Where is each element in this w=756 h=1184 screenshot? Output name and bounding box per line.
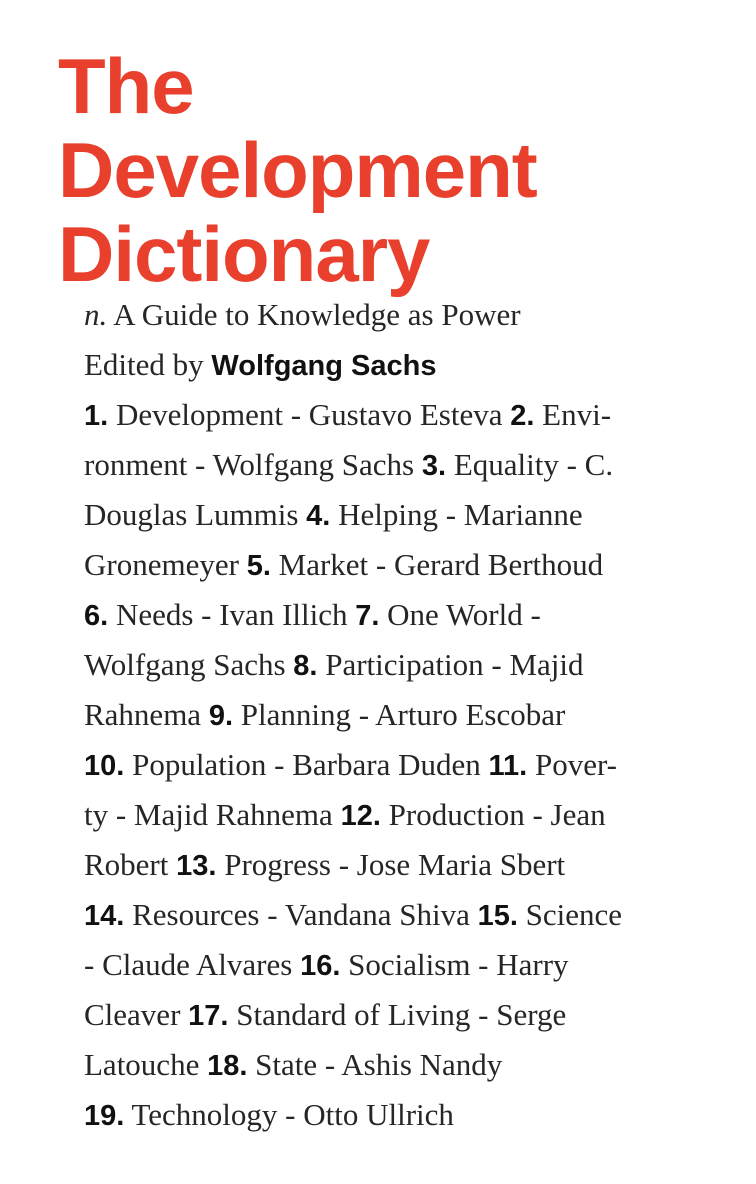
chapter-number: 14.: [84, 900, 125, 932]
chapter-number: 17.: [188, 1000, 229, 1032]
chapter-entry-text: ty - Majid Rahnema: [84, 797, 341, 832]
contents-line: [84, 1090, 714, 1140]
chapter-entry-text: Robert: [84, 847, 177, 882]
contents-line: [84, 690, 714, 740]
contents-line: [84, 840, 714, 890]
cover-body: [84, 290, 714, 1140]
editor-prefix: Edited by: [84, 347, 204, 382]
chapter-number: 18.: [207, 1050, 248, 1082]
chapter-number: 10.: [84, 750, 125, 782]
editor-credit: [84, 340, 714, 390]
chapter-entry-text: Equality - C.: [446, 447, 614, 482]
chapter-entry-text: Douglas Lummis: [84, 497, 307, 532]
chapter-entry-text: One World -: [379, 597, 541, 632]
chapter-entry-text: Gronemeyer: [84, 547, 247, 582]
chapter-entry-text: Pover-: [527, 747, 617, 782]
contents-line: [84, 790, 714, 840]
title-line-3: Dictionary: [58, 210, 430, 298]
contents-list: [84, 390, 714, 1140]
chapter-entry-text: Helping - Marianne: [330, 497, 583, 532]
contents-line: [84, 440, 714, 490]
contents-line: [84, 640, 714, 690]
chapter-entry-text: Participation - Majid: [317, 647, 584, 682]
chapter-entry-text: Development - Gustavo Esteva: [108, 397, 511, 432]
chapter-entry-text: Standard of Living - Serge: [228, 997, 567, 1032]
chapter-entry-text: Market - Gerard Berthoud: [270, 547, 604, 582]
contents-line: [84, 1040, 714, 1090]
chapter-number: 9.: [208, 700, 234, 732]
chapter-number: 13.: [176, 850, 217, 882]
contents-line: [84, 590, 714, 640]
chapter-entry-text: Rahnema: [84, 697, 209, 732]
chapter-entry-text: Envi-: [534, 397, 612, 432]
chapter-number: 4.: [306, 500, 331, 532]
chapter-number: 15.: [477, 900, 518, 932]
chapter-entry-text: Progress - Jose Maria Sbert: [216, 847, 566, 882]
editor-name: Wolfgang Sachs: [211, 350, 437, 382]
chapter-number: 11.: [488, 750, 528, 782]
chapter-entry-text: Resources - Vandana Shiva: [124, 897, 478, 932]
contents-line: [84, 490, 714, 540]
chapter-number: 8.: [293, 650, 318, 682]
chapter-entry-text: Technology - Otto Ullrich: [124, 1097, 454, 1132]
chapter-entry-text: State - Ashis Nandy: [247, 1047, 503, 1082]
contents-line: [84, 990, 714, 1040]
contents-line: [84, 890, 714, 940]
contents-line: [84, 390, 714, 440]
chapter-number: 5.: [246, 550, 271, 582]
chapter-number: 3.: [421, 450, 447, 482]
contents-line: [84, 940, 714, 990]
chapter-number: 12.: [340, 800, 381, 832]
contents-line: [84, 540, 714, 590]
chapter-number: 1.: [84, 400, 109, 432]
chapter-entry-text: - Claude Alvares: [84, 947, 301, 982]
subtitle: [84, 290, 714, 340]
book-title: [58, 44, 537, 296]
chapter-entry-text: Planning - Arturo Escobar: [233, 697, 566, 732]
chapter-entry-text: Latouche: [84, 1047, 208, 1082]
chapter-entry-text: Needs - Ivan Illich: [108, 597, 356, 632]
chapter-entry-text: Wolfgang Sachs: [84, 647, 294, 682]
chapter-number: 19.: [84, 1100, 125, 1132]
chapter-entry-text: Science: [517, 897, 623, 932]
title-line-2: Development: [58, 126, 537, 214]
subtitle-abbr: n.: [84, 297, 108, 332]
chapter-entry-text: Cleaver: [84, 997, 189, 1032]
title-line-1: The: [58, 42, 194, 130]
chapter-entry-text: ronment - Wolfgang Sachs: [84, 447, 422, 482]
contents-line: [84, 740, 714, 790]
chapter-number: 16.: [300, 950, 341, 982]
chapter-number: 7.: [355, 600, 380, 632]
chapter-entry-text: Population - Barbara Duden: [124, 747, 489, 782]
chapter-number: 6.: [84, 600, 109, 632]
chapter-entry-text: Production - Jean: [380, 797, 606, 832]
chapter-number: 2.: [510, 400, 535, 432]
subtitle-text: A Guide to Knowledge as Power: [113, 297, 521, 332]
chapter-entry-text: Socialism - Harry: [340, 947, 569, 982]
